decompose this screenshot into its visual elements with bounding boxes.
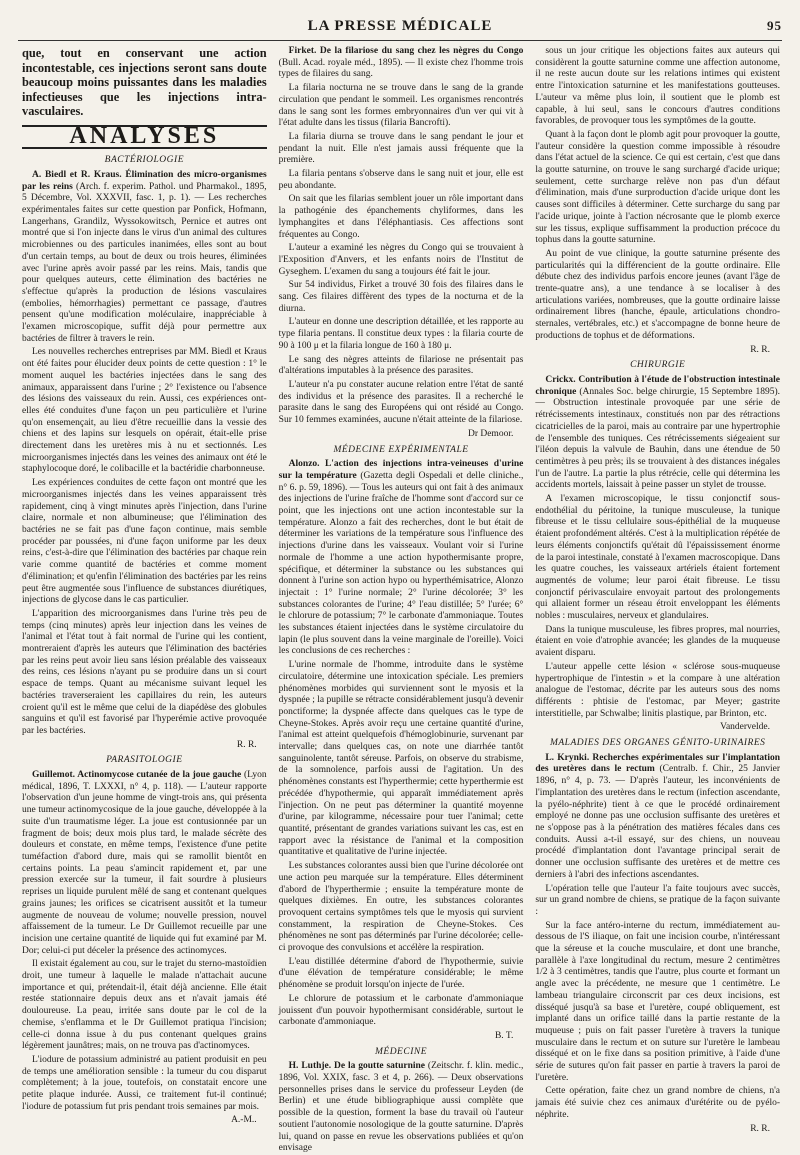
column-2: [278, 46, 524, 1154]
running-header: [14, 18, 786, 36]
article-text: (Annales Soc. belge chirurgie, 15 Septembre 1895). — Obstruction intestinale provoquée par une série de rétrécissements intestinaux, constitués non par des rétractions cicatricielles de la paroi, mais au contraire par une hypertrophie de l'ensemble des tuniques. Ces rétrécissements siégeaient sur l'iléon depuis la valvule de Bauhin, dans une étendue de 50 centimètres à peu près; ils se trouvaient à des distances inégales l'un de l'autre. La partie la plus rétrécie, celle qui détermina les accidents mortels, laissait à peine passer un stylet de trousse.: [535, 386, 781, 491]
section-heading-analyses: ANALYSES: [22, 125, 267, 150]
article-biedl-kraus: [22, 170, 267, 346]
article-text: (Arch. f. experim. Pathol. und Pharmakol., 1895, 5 Décembre, Vol. XXXVII, fasc. 1, p. 1). — Les recherches expérimentales faites sur cette question par Ponfick, Hofmann, Langerhans, Grandilz, Wyssokowitsch, Pernice et autres ont montré que si l'on injecte dans le virus d'un animal des cultures microbiennes ou des particules inanimées, elles sont au bout d'un certain temps, au bout de deux ou trois heures, éliminées avec l'urine après avoir passé par les reins. Mais, tandis que pour quelques auteurs, cette élimination des bactéries ne s'effectue qu'après la production de lésions vasculaires (embolies, hémorrhagies) permettant ce passage, d'autres pensent qu'une modification moléculaire, inappréciable à l'examen microscopique, suffit déjà pour permettre aux bactéries de filtrer à travers le rein.: [22, 181, 267, 344]
paragraph: L'urine normale de l'homme, introduite dans le système circulatoire, détermine une intoxication spéciale. Les premiers phénomènes morbides qui surviennent sont le myosis et la dyspnée ; la pupille se rétracte considérablement jusqu'à devenir ponctiforme; la dyspnée affecte dans quelques cas le type de Cheyne-Stokes. Après avoir reçu une certaine quantité d'urine, l'animal est atteint quelquefois d'hémoglobinurie, survenant par intervalle; dans quelques cas, on note une diarrhée tantôt sanguinolente, tantôt séreuse. Parfois, on observe du strabisme, de la somnolence, parfois aussi de l'agitation. Un des phénomènes constants est l'hyperthermie; cette hyperthermie est précédée d'hypothermie, qui apparaît immédiatement après l'injection. On ne peut pas déterminer la quantité moyenne d'urine, par kilogramme, nécessaire pour tuer l'animal; cette quantité, présentant de grandes variations suivant les cas, est en rapport avec la résistance de l'animal et la composition quantitative et qualitative de l'urine injectée.: [278, 660, 524, 858]
header-rule: [18, 40, 782, 41]
paragraph: Dans la tunique musculeuse, les fibres propres, mal nourries, étaient en voie d'atrophie avancée; les glandes de la muqueuse avaient disparu.: [535, 624, 781, 659]
subsection-medecine-experimentale: MÉDECINE EXPÉRIMENTALE: [333, 444, 469, 455]
article-text: (Gazetta degli Ospedali et delle cliniche., n° 6. p. 59, 1896). — Tous les auteurs qui ont fait à des animaux des injections de l'urine fraîche de l'homme sont d'accord sur ce point, que les injections ont une action incontestable sur la température. Alonzo a fait des recherches, dont le but était de déterminer les variations de la température sous l'influence des injections d'urine dans les vaisseaux. Voulant voir si l'urine normale de l'homme a une action hypothermisante propre, spécifique, et déterminer la substance ou les substances qui donnent à l'urine son action hypo ou hyperthémisatrice, Alonzo injectait : 1° l'urine normale; 2° l'urine décolorée; 3° les substances colorantes de l'urine; 4° l'eau distillée; 5° l'urée; 6° le chlorure de potassium; 7° le carbonate d'ammoniaque. Toutes les substances étaient injectées dans le système circulatoire du lapin (le plus souvent dans la veine marginale de l'oreille). Voici les conclusions de ces recherches :: [278, 470, 524, 657]
article-title: A. Biedl et R. Kraus. Élimination des micro-organismes par les reins: [22, 169, 267, 192]
paragraph: La filaria diurna se trouve dans le sang pendant le jour et pendant la nuit. Elle n'est jamais aussi fréquente que la première.: [278, 131, 524, 166]
column-1: [22, 46, 267, 1126]
subsection-chirurgie: CHIRURGIE: [630, 360, 686, 371]
paragraph: Le chlorure de potassium et le carbonate d'ammoniaque jouissent d'un pouvoir hypothermisant considérable, surtout le carbonate d'ammoniaque.: [278, 993, 524, 1028]
article-firket: [279, 46, 524, 81]
signature: B. T.: [494, 1030, 514, 1041]
paragraph: Il existait également au cou, sur le trajet du sterno-mastoïdien droit, une tumeur à laquelle le malade n'attachait aucune importance et qui, prétendait-il, était déjà ancienne. Elle était restée stationnaire depuis deux ans et n'avait jamais été douloureuse. La peau, irritée sans doute par le col de la chemise, s'enflamma et le Dr Guillemot pratiqua l'incision; celle-ci donna issue à du pus contenant quelques grains légèrement jaunâtres; mais, on ne trouva pas d'actinomyces.: [22, 959, 267, 1052]
paragraph: La filaria nocturna ne se trouve dans le sang de la grande circulation que pendant le sommeil. Les organismes rencontrés dans le sang sont les formes embryonnaires d'un ver qui vit à l'état adulte dans les tissus (filaria Bancrofti).: [278, 83, 524, 129]
article-guillemot: [22, 770, 267, 957]
article-text: (Bull. Acad. royale méd., 1895). — Il existe chez l'homme trois types de filaires du sang.: [278, 57, 524, 80]
paragraph: Le sang des nègres atteints de filariose ne présentait pas d'altérations imputables à la présence des parasites.: [278, 354, 524, 377]
paragraph: L'opération telle que l'auteur l'a faite toujours avec succès, sur un grand nombre de chiens, se pratique de la façon suivante :: [535, 883, 781, 917]
paragraph: L'eau distillée détermine d'abord de l'hypothermie, suivie d'une élévation de température considérable; le même phénomène se produit lorsqu'on injecte de l'urée.: [278, 956, 524, 991]
paragraph: L'auteur n'a pu constater aucune relation entre l'état de santé des individus et la présence des parasites. Il a recherché le parasite dans le sang des Européens qui ont résidé au Congo. Sur 10 femmes examinées, aucune n'était atteinte de la filariose.: [278, 379, 524, 426]
paragraph: sous un jour critique les objections faites aux auteurs qui considèrent la goutte saturnine comme une affection autonome, il ne reste aucun doute sur les relations intimes qui existent entre l'intoxication saturnine et les manifestations goutteuses. L'auteur va même plus loin, il soutient que le plomb est capable, à lui seul, sans le concours d'autres conditions favorables, de provoquer tous les symptômes de la goutte.: [535, 46, 781, 127]
signature: R. R.: [750, 1123, 771, 1134]
article-crickx: [535, 375, 780, 492]
article-text: (Zeitschr. f. klin. medic., 1896, Vol. XXIX, fasc. 3 et 4, p. 266). — Deux observations personnelles prises dans le service du professeur Leyden (de Berlin) et une étude bibliographique aussi complète que possible de la question, forment la base du travail où l'auteur soutient l'autonomie nosologique de la goutte saturnine. D'après lui, quand on passe en revue les observations publiées et qu'on envisage: [278, 1061, 524, 1154]
article-krynki: [535, 753, 780, 882]
article-title: Crickx. Contribution à l'étude de l'obstruction intestinale chronique: [535, 374, 781, 397]
paragraph: La filaria pentans s'observe dans le sang nuit et jour, elle est peu abondante.: [278, 169, 524, 191]
article-alonzo: [279, 459, 524, 658]
signature: Dr Demoor.: [467, 428, 514, 439]
paragraph: Sur 54 individus, Firket a trouvé 30 fois des filaires dans le sang. Ces filaires diffèrent des types de la nocturna et de la diurna.: [278, 280, 524, 314]
paragraph: Au point de vue clinique, la goutte saturnine présente des particularités qui la différencient de la goutte ordinaire. Elle débute chez des individus parfois encore jeunes (avant l'âge de trente-quatre ans), a une tendance à se localiser à des articulations variées, nombreuses, que la goutte ordinaire laisse ordinairement libres (hanche, épaule, articulations chondro-sternales, vertébrales, etc.) et s'accompagne de bonne heure de productions de tophus et de déformations.: [535, 248, 781, 341]
article-title: Alonzo. L'action des injections intra-veineuses d'urine sur la température: [278, 459, 524, 481]
paragraph: L'auteur en donne une description détaillée, et les rapporte au type filaria pentans. Il constitue deux types : la filaria courte de 90 à 100 μ et la filaria longue de 160 à 180 μ.: [278, 317, 524, 351]
signature: Vandervelde.: [720, 722, 771, 733]
paragraph: L'apparition des microorganismes dans l'urine très peu de temps (cinq minutes) après leur injection dans les veines de l'animal et l'état tout à fait normal de l'urine qui les contient, montreraient d'après les auteurs que l'élimination des bactéries par les reins peut avoir lieu sans lésion préalable des vaisseaux des reins, ces lésions n'ayant pu se produire dans un si court espace de temps. Quant au mécanisme suivant lequel les bactéries traverseraient les capillaires du rein, les auteurs croient qu'il est le même que celui de la diapédèse des globules sanguins et qu'il est favorisé par l'hyperémie active provoquée par les bactéries.: [22, 608, 267, 736]
paragraph: On sait que les filarias semblent jouer un rôle important dans la pathogénie des épanchements chyliformes, dans les lymphangites et dans l'éléphantiasis. Ces affections sont fréquentes au Congo.: [278, 194, 524, 240]
paragraph: L'auteur appelle cette lésion « sclérose sous-muqueuse hypertrophique de l'intestin » et la compare à une altération analogue de l'estomac, décrite par les auteurs sous des noms différents : phtisie de l'estomac, par Meyer; gastrite interstitielle, par Schwalbe; linitis plastique, par Brinton, etc.: [535, 661, 781, 719]
paragraph: Les substances colorantes aussi bien que l'urine décolorée ont une action peu marquée sur la température. Elles déterminent d'abord de l'hyperthermie ; ensuite la température monte de quelques dixièmes. En outre, les substances colorantes provoquent certains symptômes tels que le myosis qui survient constamment, la respiration de Cheyne-Stokes. Ces phénomènes ne sont pas déterminés par l'urine décolorée; celle-ci provoque des convulsions et accélère la respiration.: [278, 861, 524, 954]
subsection-parasitologie: PARASITOLOGIE: [106, 755, 183, 766]
paragraph: Cette opération, faite chez un grand nombre de chiens, n'a jamais été suivie chez ces animaux d'urétérite ou de pyélo-néphrite.: [535, 1086, 781, 1120]
article-title: L. Krynki. Recherches expérimentales sur l'implantation des uretères dans le rectum: [535, 752, 781, 775]
subsection-bacteriologie: BACTÉRIOLOGIE: [104, 155, 184, 166]
paragraph: L'iodure de potassium administré au patient produisit en peu de temps une amélioration sensible : la tumeur du cou disparut complètement; à la joue, toutefois, on constatait encore une petite plaque indurée. Aussi, ce traitement fut-il continué; l'iodure de potassium fut pris pendant trois semaines par mois.: [22, 1054, 267, 1112]
paragraph: Quant à la façon dont le plomb agit pour provoquer la goutte, l'auteur considère la question comme impossible à résoudre dans l'état actuel de la science. Ce qui est certain, c'est que dans la goutte saturnine, on trouve le sang surchargé d'acide urique; seulement, cette surcharge relève non pas d'un défaut d'élimination, mais d'une surproduction d'acide urique dont les causes sont difficiles à déterminer. Cette surcharge du sang par l'acide urique, jointe à l'action nécrosante que le plomb exerce sur les tissus, explique suffisamment la production précoce du tophus dans la goutte saturnine.: [535, 129, 781, 246]
signature: R. R.: [236, 739, 257, 750]
signature: A.-M..: [231, 1115, 257, 1126]
subsection-genito-urinaires: MALADIES DES ORGANES GÉNITO-URINAIRES: [549, 738, 766, 749]
article-text: (Lyon médical, 1896, T. LXXXI, n° 4, p. 118). — L'auteur rapporte l'observation d'un jeune homme de vingt-trois ans, qui présenta une tumeur actinomycosique de la joue gauche, développée à la suite d'un traumatisme léger. La joue est contusionnée par un fragment de bois; deux mois plus tard, le malade sécrète des douleurs et constate, en même temps, l'existence d'une petite tuméfaction d'abord dure, mais qui se ramollit bientôt en certains points. La peau s'amincit rapidement et, par une pression exercée sur la tumeur, il fait sourdre à plusieurs reprises un liquide purulent mêlé de sang et contenant quelques grains jaunes; les orifices se cicatrisent aussitôt et la tumeur augmente de nouveau de volume; nouvelle pression, nouvel affaissement de la tumeur. Le Dr Guillemot recueille par une incision une certaine quantité de liquide qui fut examiné par M. Dor; celui-ci put déceler la présence des actinomyces.: [22, 770, 267, 956]
text-columns: [22, 46, 781, 1154]
paragraph: Sur la face antéro-interne du rectum, immédiatement au-dessous de l'S iliaque, on fait une incision courbe, n'intéressant que la séreuse et la couche musculaire, et dont une branche, parallèle à l'axe longitudinal du rectum, mesure 2 centimètres 1/2 à 3 centimètres, tandis que l'autre, plus courte et formant un angle avec la précédente, ne mesure que 1 centimètre. Le lambeau triangulaire circonscrit par ces deux incisions, est disséqué jusqu'à sa base et l'uretère, coupé obliquement, est implanté dans un orifice taillé dans la partie restante de la muqueuse ; puis on fait passer l'uretère à travers la tunique musculaire dans le rectum et on suture sur l'uretère le lambeau disséqué et on le fixe dans sa position primitive, à l'aide d'une série de sutures qu'on fait passer en partie à travers la paroi de l'uretère.: [535, 920, 781, 1083]
lead-paragraph: que, tout en conservant une action incontestable, ces injections seront sans doute beaucoup moins puissantes dans les maladies infectieuses que les injections intra-vasculaires.: [22, 46, 267, 118]
subsection-medecine: MÉDECINE: [374, 1046, 428, 1057]
article-text: (Centralb. f. Chir., 25 Janvier 1896, n° 4, p. 73. — D'après l'auteur, les inconvénients de l'implantation des uretères dans le rectum (infection ascendante, la pyélo-néphrite) tient à ce que le procédé ordinairement employé ne donne pas une occlusion suffisante des uretères et ne s'oppose pas à la pénétration des matières fécales dans ces conduits. Aussi a-t-il essayé, sur des chiens, un nouveau procédé d'implantation dont l'avantage principal serait de donner une occlusion suffisante des uretères et de mettre ces derniers à l'abri des infections ascendantes.: [535, 764, 781, 880]
paragraph: A l'examen microscopique, le tissu conjonctif sous-endothélial du péritoine, la tunique musculeuse, la tunique fibreuse et le tissu cellulaire sous-épithélial de la muqueuse étaient profondément altérés. C'est à la multiplication répétée de leurs éléments conjonctifs qu'était dû l'épaississement énorme de la paroi intestinale, constaté à l'examen macroscopique. Dans les quatre couches, les vaisseaux artériels étaient fortement augmentés de volume; leur paroi était fibreuse. Le tissu conjonctif périvasculaire envoyait partout des prolongements qui allaient former un réseau étroit enveloppant les éléments nobles : musculaires, nerveux et glandulaires.: [535, 494, 781, 622]
article-title: Firket. De la filariose du sang chez les nègres du Congo: [288, 46, 524, 56]
journal-title: LA PRESSE MÉDICALE: [307, 18, 493, 34]
article-title: Guillemot. Actinomycose cutanée de la joue gauche: [32, 770, 242, 781]
article-title: H. Luthje. De la goutte saturnine: [288, 1061, 426, 1072]
signature: R. R.: [750, 344, 771, 355]
paragraph: Les expériences conduites de cette façon ont montré que les microorganismes injectés dans les veines apparaissent très rapidement, cinq à vingt minutes après l'injection, dans l'urine claire, normale et non albumineuse; que l'élimination des bactéries ne se fait pas d'une façon continue, mais semble procéder par poussées, ni d'une façon uniforme par les deux reins, c'est-à-dire que l'élimination des bactéries par chaque rein varie comme quantité de bactéries et comme moment d'élimination; et qu'enfin l'élimination des bactéries par les reins peut être augmentée sous l'influence de substances diurétiques, injections de glycose dans le cas particulier.: [22, 478, 267, 606]
paragraph: Les nouvelles recherches entreprises par MM. Biedl et Kraus ont été faites pour élucider deux points de cette question : 1° le moment auquel les bactéries injectées dans le sang des animaux, apparaissent dans l'urine ; 2° l'existence ou l'absence des lésions des vaisseaux du rein. Aussi, ces expériences ont-elles été conduites d'une façon un peu particulière et l'urine qu'on ensemençait, au lieu d'être recueillie dans la vessie des chiens et des lapins sur lesquels on opérait, était-elle prise directement dans les uretères mis à nu et sectionnés. Les microorganismes injectés dans les veines des animaux ont été le staphylocoque doré, le colibacille et la bactéridie charbonneuse.: [22, 347, 267, 475]
article-luthje: [279, 1061, 524, 1155]
column-3: [535, 46, 781, 1134]
page-number: 95: [767, 18, 782, 33]
paragraph: L'auteur a examiné les nègres du Congo qui se trouvaient à l'Exposition d'Anvers, et les enfants noirs de l'Institut de Gyseghem. L'examen du sang a toujours été fait le jour.: [278, 243, 524, 277]
